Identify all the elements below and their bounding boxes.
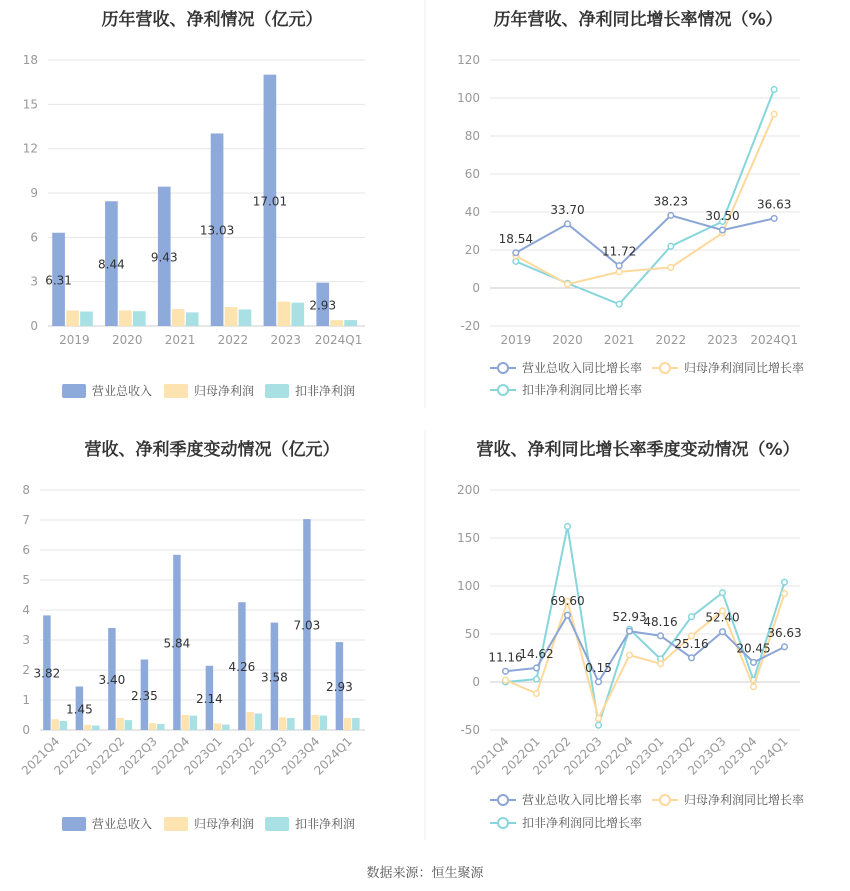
data-label: 30.50	[705, 209, 740, 224]
y-tick-label: 15	[22, 97, 38, 112]
bar-deducted-profit	[344, 320, 357, 326]
bar-net-profit	[181, 715, 188, 730]
bar-net-profit	[279, 717, 286, 730]
legend-label: 扣非净利润	[295, 817, 356, 831]
x-tick-label: 2022Q1	[51, 734, 95, 778]
x-tick-label: 2019	[59, 333, 90, 347]
data-point	[782, 579, 788, 585]
x-tick-label: 2022Q4	[148, 734, 193, 778]
y-tick-label: 60	[464, 167, 480, 181]
data-point	[565, 281, 571, 287]
legend-marker	[498, 385, 508, 395]
x-tick-label: 2023Q1	[181, 734, 225, 778]
legend-label: 营业总收入	[92, 817, 153, 831]
x-tick-label: 2021Q4	[468, 734, 512, 778]
legend-marker	[660, 363, 670, 373]
legend-marker	[498, 818, 508, 828]
data-point	[534, 665, 540, 671]
bar-net-profit	[225, 307, 238, 326]
bar-deducted-profit	[125, 720, 132, 730]
data-point	[782, 591, 788, 597]
x-tick-label: 2024Q1	[311, 734, 355, 778]
x-tick-label: 2022Q3	[116, 734, 160, 778]
legend-swatch	[62, 817, 86, 831]
y-tick-label: 12	[22, 141, 38, 156]
data-label: 17.01	[252, 194, 288, 209]
y-tick-label: 100	[457, 91, 480, 105]
x-tick-label: 2022	[655, 333, 687, 347]
x-tick-label: 2023Q3	[246, 734, 290, 778]
x-tick-label: 2021	[164, 333, 196, 347]
bar-net-profit	[246, 712, 253, 730]
y-tick-label: 0	[22, 723, 30, 737]
data-point	[751, 660, 757, 666]
bar-deducted-profit	[157, 724, 164, 730]
x-tick-label: 2019	[500, 333, 532, 347]
bar-deducted-profit	[287, 718, 294, 730]
legend-label: 营业总收入同比增长率	[522, 793, 643, 807]
data-label: 3.82	[33, 666, 61, 681]
legend-marker	[498, 363, 508, 373]
bar-deducted-profit	[291, 303, 304, 326]
legend-swatch	[164, 384, 188, 398]
bar-net-profit	[344, 718, 351, 730]
legend-label: 归母净利润同比增长率	[684, 361, 805, 375]
data-point	[513, 259, 519, 265]
data-point	[720, 227, 726, 233]
bar-net-profit	[172, 309, 185, 326]
data-point	[658, 661, 664, 667]
bar-deducted-profit	[352, 718, 359, 730]
bar-deducted-profit	[320, 716, 327, 730]
legend-swatch	[265, 384, 289, 398]
chart-title: 营收、净利同比增长率季度变动情况（%）	[476, 440, 800, 460]
data-point	[689, 655, 695, 661]
x-tick-label: 2024Q1	[750, 333, 798, 347]
x-tick-label: 2023	[707, 333, 738, 347]
data-point	[627, 652, 633, 658]
data-label: 7.03	[293, 618, 321, 633]
bar-deducted-profit	[92, 726, 99, 731]
data-point	[668, 213, 674, 219]
data-point	[771, 87, 777, 93]
y-tick-label: 150	[457, 531, 480, 545]
legend-label: 扣非净利润	[295, 384, 356, 398]
y-tick-label: 5	[22, 573, 30, 587]
data-point	[596, 716, 602, 722]
data-label: 33.70	[550, 202, 585, 217]
bar-net-profit	[51, 719, 58, 730]
data-point	[503, 668, 509, 674]
data-label: 13.03	[199, 223, 235, 238]
data-point	[616, 269, 622, 275]
bar-deducted-profit	[186, 312, 199, 326]
bar-net-profit	[66, 310, 79, 326]
legend-label: 营业总收入	[92, 384, 153, 398]
x-tick-label: 2020	[552, 333, 583, 347]
bar-net-profit	[278, 302, 291, 326]
x-tick-label: 2024Q1	[747, 734, 791, 778]
bar-net-profit	[214, 723, 221, 730]
x-tick-label: 2021Q4	[18, 734, 63, 778]
bar-deducted-profit	[239, 309, 252, 326]
bar-deducted-profit	[255, 714, 262, 731]
y-tick-label: 18	[22, 53, 38, 67]
data-label: 36.63	[756, 197, 792, 212]
data-point	[771, 216, 777, 222]
bar-net-profit	[149, 723, 156, 730]
data-point	[627, 628, 633, 634]
data-label: 11.72	[601, 244, 637, 259]
x-tick-label: 2020	[111, 333, 143, 347]
bar-net-profit	[330, 320, 343, 326]
data-label: 2.14	[196, 691, 223, 706]
legend-label: 归母净利润同比增长率	[684, 793, 805, 807]
data-label: 52.93	[612, 610, 647, 625]
data-point	[534, 691, 540, 697]
data-point	[534, 676, 540, 682]
data-label: 48.16	[643, 614, 678, 629]
data-point	[565, 612, 571, 618]
legend-label: 归母净利润	[194, 384, 255, 398]
x-tick-label: 2024Q1	[314, 333, 363, 347]
data-point	[771, 111, 777, 117]
chart-1	[23, 9, 365, 398]
y-tick-label: 3	[30, 274, 38, 289]
data-label: 2.35	[131, 688, 158, 703]
x-tick-label: 2022Q2	[83, 734, 128, 778]
data-point	[616, 301, 622, 307]
legend-label: 扣非净利润同比增长率	[522, 816, 643, 830]
data-point	[689, 614, 695, 620]
x-tick-label: 2021	[603, 333, 635, 347]
y-tick-label: 7	[22, 513, 30, 527]
data-point	[565, 221, 571, 227]
legend-marker	[498, 795, 508, 805]
data-label: 2.93	[326, 680, 353, 695]
legend-swatch	[62, 384, 86, 398]
y-tick-label: -50	[460, 723, 480, 737]
data-label: 20.45	[736, 641, 771, 656]
y-tick-label: 4	[22, 603, 30, 617]
series-line-deducted-line	[516, 89, 774, 304]
data-point	[751, 684, 757, 690]
data-label: 69.60	[550, 594, 585, 609]
data-point	[503, 677, 509, 683]
bar-deducted-profit	[222, 725, 229, 730]
y-tick-label: 6	[22, 543, 30, 557]
bar-deducted-profit	[133, 311, 146, 326]
x-tick-label: 2022Q3	[561, 734, 605, 778]
data-point	[616, 263, 622, 269]
bar-net-profit	[311, 715, 318, 730]
x-tick-label: 2023Q4	[716, 734, 760, 778]
data-label: 36.63	[767, 625, 802, 640]
y-tick-label: 0	[472, 281, 480, 295]
x-tick-label: 2023Q2	[213, 734, 258, 778]
data-label: 38.23	[653, 194, 689, 209]
data-point	[668, 265, 674, 271]
y-tick-label: 20	[464, 243, 480, 257]
data-label: 3.40	[98, 673, 126, 687]
legend-swatch	[164, 817, 188, 831]
data-label: 14.62	[519, 646, 554, 661]
chart-2	[457, 9, 804, 397]
data-label: 1.45	[66, 702, 93, 717]
chart-title: 营收、净利季度变动情况（亿元）	[84, 440, 340, 460]
legend-label: 归母净利润	[194, 817, 255, 831]
data-point	[513, 250, 519, 256]
x-tick-label: 2022Q2	[530, 734, 574, 778]
legend-marker	[660, 795, 670, 805]
data-label: 25.16	[674, 636, 709, 651]
data-point	[668, 243, 674, 249]
x-tick-label: 2023Q1	[623, 734, 667, 778]
data-point	[720, 590, 726, 596]
legend-swatch	[265, 817, 289, 831]
data-point	[782, 644, 788, 650]
y-tick-label: 0	[30, 319, 38, 333]
x-tick-label: 2023Q3	[685, 734, 729, 778]
data-point	[720, 629, 726, 635]
bar-deducted-profit	[80, 312, 93, 326]
y-tick-label: 6	[30, 230, 38, 245]
y-tick-label: 50	[464, 627, 480, 641]
x-tick-label: 2022	[217, 333, 249, 347]
data-point	[596, 722, 602, 728]
y-tick-label: 2	[22, 663, 30, 677]
data-point	[658, 633, 664, 639]
chart-3	[19, 439, 365, 831]
legend-label: 营业总收入同比增长率	[522, 361, 643, 375]
chart-title: 历年营收、净利情况（亿元）	[101, 10, 323, 30]
data-point	[596, 679, 602, 685]
y-tick-label: 0	[472, 675, 480, 689]
data-label: 8.44	[98, 257, 125, 272]
bar-net-profit	[116, 718, 123, 730]
x-tick-label: 2023	[270, 333, 302, 347]
data-label: 52.40	[705, 610, 740, 625]
x-tick-label: 2023Q4	[278, 734, 323, 778]
data-label: 0.15	[585, 660, 612, 675]
data-label: 9.43	[150, 250, 178, 265]
y-tick-label: 120	[457, 53, 480, 67]
data-label: 11.16	[488, 650, 523, 665]
chart-4	[457, 439, 804, 830]
y-tick-label: 8	[22, 483, 30, 497]
data-source-footer: 数据来源：恒生聚源	[366, 866, 484, 881]
series-line-net-line	[516, 114, 774, 284]
y-tick-label: -20	[460, 319, 480, 333]
bar-deducted-profit	[60, 721, 67, 730]
x-tick-label: 2022Q1	[499, 734, 543, 778]
data-label: 18.54	[498, 231, 534, 246]
y-tick-label: 80	[464, 129, 480, 143]
y-tick-label: 40	[464, 205, 480, 219]
data-point	[565, 524, 571, 530]
y-tick-label: 100	[457, 579, 480, 593]
bar-net-profit	[84, 725, 91, 730]
bar-deducted-profit	[190, 716, 197, 730]
legend-label: 扣非净利润同比增长率	[522, 383, 643, 397]
data-label: 5.84	[163, 636, 191, 651]
y-tick-label: 200	[457, 483, 480, 497]
chart-title: 历年营收、净利同比增长率情况（%）	[493, 10, 783, 30]
data-label: 6.31	[45, 273, 72, 288]
data-label: 4.26	[228, 660, 256, 675]
y-tick-label: 1	[22, 693, 30, 707]
x-tick-label: 2022Q4	[592, 734, 636, 778]
y-tick-label: 9	[30, 186, 38, 200]
y-tick-label: 3	[22, 633, 30, 647]
data-label: 3.58	[261, 670, 288, 685]
bar-net-profit	[119, 310, 132, 326]
data-label: 2.93	[309, 298, 337, 313]
x-tick-label: 2023Q2	[654, 734, 698, 778]
